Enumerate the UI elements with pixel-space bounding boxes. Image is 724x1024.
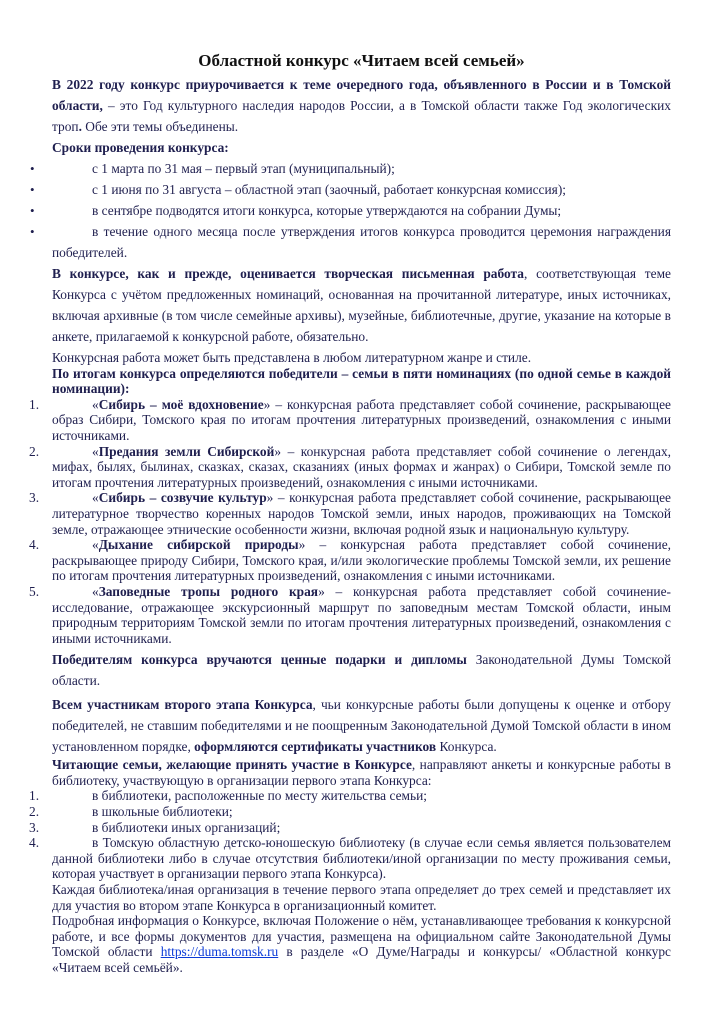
participation-paragraph [52, 757, 671, 788]
nomination-name: Сибирь – созвучие культур [98, 490, 267, 506]
bullet-icon: • [30, 224, 35, 239]
quote-close: » [298, 537, 306, 553]
library-item [29, 835, 671, 882]
bullet-icon: • [30, 161, 35, 176]
nomination-name: Предания земли Сибирской [98, 443, 275, 459]
schedule-item-text: в сентябре подводятся итоги конкурса, которые утверждаются на собрании Думы; [92, 203, 562, 218]
genre-paragraph: Конкурсная работа может быть представлена в любом литературном жанре и стиле. [52, 350, 532, 365]
intro-text: – это Год культурного наследия народов России, а в Томской области также Год экологических троп [52, 98, 671, 134]
library-item [29, 819, 671, 836]
certificates-text-1: , чьи конкурсные работы были допущены к оценке и отбору победителей, не ставшим победителями и не поощренным Законодательной Думой Томской области в ином установленном порядке, [52, 697, 671, 755]
intro-paragraph [52, 74, 671, 137]
certificates-paragraph [52, 694, 671, 757]
quote-open: « [92, 396, 99, 412]
library-text: в школьные библиотеки; [92, 804, 233, 820]
library-item [29, 788, 671, 804]
bullet-icon: • [30, 203, 35, 218]
library-text: в Томскую областную детско-юношескую библиотеку (в случае если семья является пользователем данной библиотеки либо в случае отсутствия библиотеки/иной организации по месту проживания семьи, которая участвует в организации первого этапа Конкурса). [52, 835, 671, 882]
quote-open: « [92, 583, 99, 599]
certificates-bold-2: оформляются сертификаты участников [194, 739, 437, 755]
document-title: Областной конкурс «Читаем всей семьей» [198, 51, 525, 70]
evaluation-text: , соответствующая теме Конкурса с учётом предложенных номинаций, основанная на прочитанной литературе, иных источниках, включая архивные (в том числе семейные архивы), музейные, библиотечные, другие, указание на которые в анкете, прилагаемой к конкурсной работе, обязательно. [52, 266, 671, 344]
nomination-item [29, 490, 671, 537]
nomination-text [52, 490, 671, 537]
prizes-text: Законодательной Думы Томской области. [52, 652, 671, 689]
schedule-item-text: с 1 июня по 31 августа – областной этап (заочный, работает конкурсная комиссия); [92, 182, 567, 197]
quote-close: » [274, 443, 282, 459]
nomination-number: 5. [29, 583, 40, 599]
nomination-text [52, 397, 671, 444]
nomination-description: – конкурсная работа представляет собой сочинение о легендах, мифах, былях, былинах, сказках, сказах, сказаниях (иных формах и жанрах) о Сибири, Томской земле по итогам прочтения литературных произведений, ознакомления с иными источниками. [52, 443, 672, 490]
schedule-item [30, 158, 671, 179]
info-paragraph [52, 913, 671, 975]
library-number: 1. [29, 788, 40, 804]
selection-paragraph: Каждая библиотека/иная организация в течение первого этапа определяет до трех семей и представляет их для участия во втором этапе Конкурса в организационный комитет. [52, 882, 671, 913]
quote-close: » [263, 396, 271, 412]
nomination-name: Заповедные тропы родного края [98, 583, 319, 599]
nomination-name: Сибирь – моё вдохновение [98, 396, 264, 412]
nomination-number: 2. [29, 443, 40, 459]
nomination-item [29, 583, 671, 646]
intro-dot: . [78, 119, 82, 134]
prizes-paragraph [52, 649, 671, 691]
participation-bold: Читающие семьи, желающие принять участие в Конкурсе [52, 757, 412, 773]
nomination-description: – конкурсная работа представляет собой сочинение, раскрывающее природу Сибири, Томского края, и/или экологические проблемы Томской земли, их решение по итогам прочтения литературных произведений, ознакомления с иными источниками. [52, 537, 671, 584]
schedule-item-text: в течение одного месяца после утверждения итогов конкурса проводится церемония награждения победителей. [52, 224, 671, 260]
duma-website-link[interactable]: https://duma.tomsk.ru [160, 944, 279, 960]
nomination-text [52, 584, 671, 646]
evaluation-bold: В конкурсе, как и прежде, оценивается творческая письменная работа [52, 266, 524, 281]
library-number: 3. [29, 819, 40, 835]
nomination-description: – конкурсная работа представляет собой сочинение, раскрывающее образ Сибири, Томского края по итогам прочтения литературных произведений, ознакомления с иными источниками. [52, 396, 671, 443]
nomination-number: 3. [29, 490, 40, 506]
bullet-icon: • [30, 182, 35, 197]
nomination-item [29, 396, 671, 444]
quote-close: » [318, 583, 325, 599]
library-number: 4. [29, 835, 40, 851]
schedule-heading: Сроки проведения конкурса: [52, 140, 229, 155]
nomination-number: 4. [29, 537, 40, 553]
nominations-heading: По итогам конкурса определяются победители – семьи в пяти номинациях (по одной семье в каждой номинации): [52, 365, 671, 397]
nomination-text [52, 537, 671, 584]
nomination-item [29, 537, 671, 584]
evaluation-paragraph [52, 263, 671, 347]
nomination-text [52, 444, 671, 491]
nomination-description: – конкурсная работа представляет собой сочинение-исследование, отражающее экскурсионный маршрут по заповедным местам Томской области, иным природным территориям Томской земли по итогам прочтения литературных произведений, ознакомления с иными источниками. [52, 583, 671, 646]
schedule-item [30, 221, 671, 263]
info-text-1: Подробная информация о Конкурсе, включая Положение о нём, устанавливающее требования к конкурсной работе, и все формы документов для участия, размещена на официальном сайте Законодательной Думы Томской области [52, 913, 671, 960]
schedule-item [30, 200, 671, 221]
library-text: в библиотеки иных организаций; [92, 819, 281, 835]
quote-open: « [92, 443, 99, 459]
nomination-description: – конкурсная работа представляет собой сочинение, раскрывающее литературное творчество коренных народов Томской земли, иных народов, проживающих на Томской земле, отражающее этнические особенности жизни, включая родной язык и национальную культуру. [52, 490, 671, 537]
intro-bold: В 2022 году конкурс приурочивается к теме очередного года, объявленного в России и в Томской области, [52, 77, 671, 113]
certificates-bold-1: Всем участникам второго этапа Конкурса [52, 697, 313, 713]
library-number: 2. [29, 804, 40, 820]
intro-tail: Обе эти темы объединены. [81, 119, 239, 134]
quote-close: » [266, 490, 274, 506]
certificates-text-2: Конкурса. [436, 739, 497, 755]
prizes-bold: Победителям конкурса вручаются ценные подарки и дипломы [52, 652, 467, 668]
schedule-item [30, 179, 671, 200]
nomination-name: Дыхание сибирской природы [98, 537, 299, 553]
schedule-item-text: с 1 марта по 31 мая – первый этап (муниципальный); [92, 161, 395, 176]
library-text: в библиотеки, расположенные по месту жительства семьи; [92, 788, 427, 804]
library-item [29, 804, 671, 820]
info-text-2: в разделе «О Думе/Награды и конкурсы/ «Областной конкурс «Читаем всей семьёй». [52, 944, 671, 975]
quote-open: « [92, 490, 99, 506]
nomination-item [29, 443, 672, 491]
participation-text: , направляют анкеты и конкурсные работы в библиотеку, участвующую в организации первого этапа Конкурса: [52, 757, 671, 788]
quote-open: « [92, 537, 99, 553]
nomination-number: 1. [29, 396, 40, 412]
